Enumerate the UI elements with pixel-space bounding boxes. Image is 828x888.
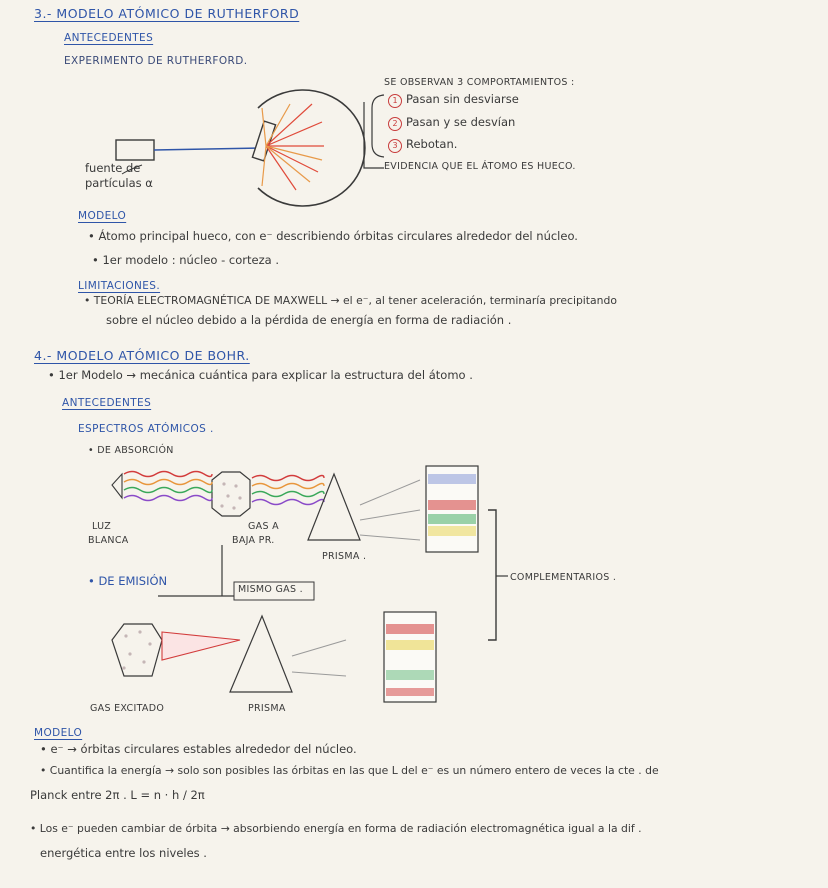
rutherford-experiment-diagram bbox=[116, 90, 365, 206]
fuente-label-line1: fuente de bbox=[85, 161, 141, 175]
fuente-label-line2: partículas α bbox=[85, 176, 153, 190]
gas-label-line1: GAS A bbox=[248, 521, 279, 532]
comportamiento-3: 3 Rebotan. bbox=[388, 139, 457, 153]
gas-label-line2: BAJA PR. bbox=[232, 535, 275, 546]
rutherford-title: 3.- MODELO ATÓMICO DE RUTHERFORD bbox=[34, 6, 300, 21]
rutherford-modelo-heading: MODELO bbox=[78, 210, 127, 222]
gas-cell bbox=[212, 472, 250, 516]
limitaciones-line1: • TEORÍA ELECTROMAGNÉTICA DE MAXWELL → el e⁻, al tener aceleración, terminaría precipitando bbox=[84, 294, 617, 307]
luz-label-line1: LUZ bbox=[92, 521, 112, 532]
rutherford-antecedentes: ANTECEDENTES bbox=[64, 32, 154, 44]
observations-brace bbox=[372, 95, 384, 157]
source-pointer bbox=[122, 165, 142, 174]
bohr-line1: • 1er Modelo → mecánica cuántica para explicar la estructura del átomo . bbox=[48, 368, 473, 382]
bohr-modelo-line5: energética entre los niveles . bbox=[40, 846, 207, 860]
emision-heading: • DE EMISIÓN bbox=[88, 574, 168, 588]
prisma-label-2: PRISMA bbox=[248, 703, 286, 714]
rutherford-modelo-line2: • 1er modelo : núcleo - corteza . bbox=[92, 253, 279, 267]
bohr-antecedentes: ANTECEDENTES bbox=[62, 397, 152, 409]
comportamiento-1: 1 Pasan sin desviarse bbox=[388, 94, 519, 108]
gas-excitado-label: GAS EXCITADO bbox=[90, 703, 165, 714]
luz-label-line2: BLANCA bbox=[88, 535, 129, 546]
complementarios-bracket bbox=[488, 510, 496, 640]
limitaciones-line2: sobre el núcleo debido a la pérdida de energía en forma de radiación . bbox=[106, 313, 512, 327]
absorption-spectrum-diagram bbox=[112, 466, 478, 552]
experimento-heading: EXPERIMENTO DE RUTHERFORD. bbox=[64, 55, 248, 67]
emission-spectrum-diagram bbox=[112, 612, 436, 702]
prism-1 bbox=[308, 474, 360, 540]
bohr-modelo-line3: Planck entre 2π . L = n · h / 2π bbox=[30, 788, 205, 802]
bohr-modelo-heading: MODELO bbox=[34, 727, 83, 739]
bohr-title: 4.- MODELO ATÓMICO DE BOHR. bbox=[34, 348, 250, 363]
mismo-gas-box bbox=[234, 582, 314, 600]
bohr-modelo-line2: • Cuantifica la energía → solo son posibles las órbitas en las que L del e⁻ es un número entero de veces la cte . de bbox=[40, 764, 659, 777]
bohr-modelo-line4: • Los e⁻ pueden cambiar de órbita → absorbiendo energía en forma de radiación electromagnética igual a la dif . bbox=[30, 822, 642, 835]
mismo-gas-label: MISMO GAS . bbox=[238, 584, 303, 595]
espectros-heading: ESPECTROS ATÓMICOS . bbox=[78, 423, 214, 435]
evidencia-text: EVIDENCIA QUE EL ÁTOMO ES HUECO. bbox=[384, 161, 576, 172]
rutherford-modelo-line1: • Átomo principal hueco, con e⁻ describiendo órbitas circulares alrededor del núcleo. bbox=[88, 229, 578, 243]
alpha-beam bbox=[154, 148, 262, 150]
deflection-rays bbox=[262, 104, 324, 190]
excited-gas-cell bbox=[112, 624, 162, 676]
bohr-modelo-line1: • e⁻ → órbitas circulares estables alrededor del núcleo. bbox=[40, 742, 357, 756]
gas-dots bbox=[220, 482, 241, 509]
comportamiento-2: 2 Pasan y se desvían bbox=[388, 117, 515, 131]
prisma-label-1: PRISMA . bbox=[322, 551, 367, 562]
evidence-arrow-line bbox=[364, 102, 384, 168]
prism-2 bbox=[230, 616, 292, 692]
absorcion-heading: • DE ABSORCIÓN bbox=[88, 445, 174, 456]
limitaciones-heading: LIMITACIONES. bbox=[78, 280, 161, 292]
complementarios-label: COMPLEMENTARIOS . bbox=[510, 572, 617, 583]
particle-source-box bbox=[116, 140, 154, 160]
observan-heading: SE OBSERVAN 3 COMPORTAMIENTOS : bbox=[384, 77, 575, 88]
